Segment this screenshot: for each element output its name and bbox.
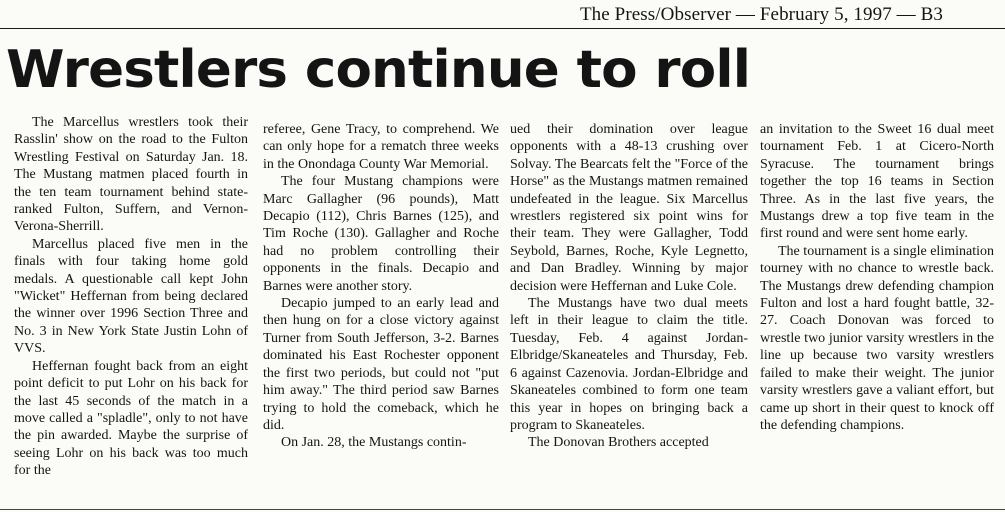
paragraph: ued their domination over league opponents with a 48-13 crushing over Solvay. The Bearcats felt the "Force of the Horse" as the Mustangs matmen remained undefeated in the league. Six Marcellus wrestlers registered six point wins for their team. They were Gallagher, Todd Seybold, Barnes, Roche, Kyle Legnetto, and Dan Bradley. Winning by major decision were Heffernan and Luke Cole. — [510, 122, 748, 294]
page-dateline: The Press/Observer — February 5, 1997 — B3 — [579, 4, 943, 25]
paragraph: Marcellus placed five men in the finals with four taking home gold medals. A questionable call kept John "Wicket" Heffernan from being declared the winner over 1996 Section Three and No. 3 in New York State Justin Lohn of VVS. — [14, 236, 248, 357]
paragraph: The Mustangs have two dual meets left in their league to claim the title. Tuesday, Feb. 4 against Jordan-Elbridge/Skaneateles and Thursday, Feb. 6 against Cazenovia. Jordan-Elbridge and Skaneateles combined to form one team this year in hopes on bringing back a program to Skaneateles. — [510, 296, 748, 433]
paragraph: Heffernan fought back from an eight point deficit to put Lohr on his back for the last 45 seconds of the match in a move called a "spladle", only to not have the pin awarded. Maybe the surprise of seeing Lohr on his back was too much for the — [14, 358, 248, 479]
paragraph: The tournament is a single elimination tourney with no chance to wrestle back. The Mustangs drew defending champion Fulton and lost a hard fought battle, 32-27. Coach Donovan was forced to wrestle two junior varsity wrestlers in the line up because two varsity wrestlers failed to make their weight. The junior varsity wrestlers gave a valiant effort, but came up short in their quest to knock off the defending champions. — [760, 243, 994, 433]
article-column-4 — [760, 121, 994, 434]
paragraph: Decapio jumped to an early lead and then hung on for a close victory against Turner from South Jefferson, 3-2. Barnes dominated his East Rochester opponent the first two periods, but could not "put him away." The third period saw Barnes trying to hold the comeback, which he did. — [263, 296, 499, 433]
article-column-1 — [14, 114, 248, 480]
footer-rule — [0, 509, 1005, 510]
headline: Wrestlers continue to roll — [6, 40, 751, 100]
paragraph: The Marcellus wrestlers took their Rasslin' show on the road to the Fulton Wrestling Festival on Saturday Jan. 18. The Mustang matmen placed fourth in the ten team tournament behind state-ranked Fulton, Suffern, and Vernon-Verona-Sherrill. — [14, 115, 248, 235]
paragraph: an invitation to the Sweet 16 dual meet tournament Feb. 1 at Cicero-North Syracuse. The tournament brings together the top 16 teams in Section Three. As in the last five years, the Mustangs drew a top five team in the first round and were sent home early. — [760, 122, 994, 242]
paragraph: The Donovan Brothers accepted — [528, 435, 709, 451]
paragraph: referee, Gene Tracy, to comprehend. We can only hope for a rematch three weeks in the Onondaga County War Memorial. — [263, 122, 499, 172]
paragraph: On Jan. 28, the Mustangs contin- — [281, 435, 467, 451]
article-column-2 — [263, 121, 499, 452]
paragraph: The four Mustang champions were Marc Gallagher (96 pounds), Matt Decapio (112), Chris Barnes (125), and Tim Roche (130). Gallagher and Roche had no problem controlling their opponents in the finals. Decapio and Barnes were another story. — [263, 174, 499, 294]
header-rule — [0, 28, 1005, 29]
article-column-3 — [510, 121, 748, 452]
